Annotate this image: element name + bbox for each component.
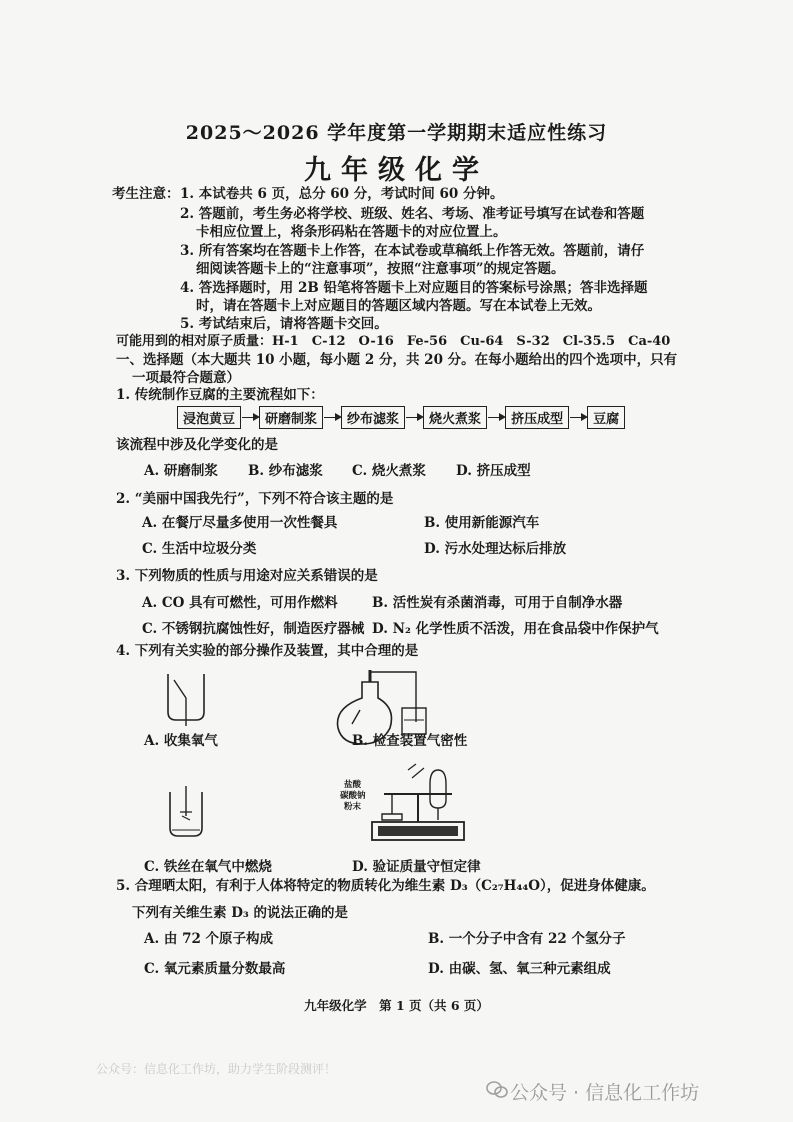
flow-arrow-icon: [488, 417, 504, 418]
fig-label: 粉末: [344, 802, 362, 812]
q5-option-d: D. 由碳、氢、氧三种元素组成: [428, 961, 611, 977]
notice-item: 卡相应位置上，将条形码粘在答题卡的对应位置上。: [196, 224, 507, 240]
wechat-logo-icon: [486, 1080, 508, 1100]
flow-step: 浸泡黄豆: [177, 406, 241, 429]
mass-conservation-figure: [368, 760, 468, 844]
section-heading: 一、选择题（本大题共 10 小题，每小题 2 分，共 20 分。在每小题给出的四个选项中，只有: [116, 352, 678, 368]
q3-option-a: A. CO 具有可燃性，可用作燃料: [142, 595, 338, 611]
q4-option-c: C. 铁丝在氧气中燃烧: [144, 859, 272, 875]
watermark-text: 公众号：信息化工作坊，助力学生阶段测评！: [96, 1062, 337, 1076]
q2-option-c: C. 生活中垃圾分类: [142, 541, 257, 557]
q3-option-c: C. 不锈钢抗腐蚀性好，制造医疗器械: [142, 621, 365, 637]
q1-stem: 1. 传统制作豆腐的主要流程如下：: [116, 387, 324, 403]
q2-option-a: A. 在餐厅尽量多使用一次性餐具: [142, 515, 338, 531]
watermark-account: 公众号 · 信息化工作坊: [510, 1082, 700, 1104]
flow-arrow-icon: [324, 417, 340, 418]
exam-title-year: 2025～2026 学年度第一学期期末适应性练习: [185, 122, 608, 144]
page-number: 九年级化学 第 1 页（共 6 页）: [304, 998, 489, 1013]
q4-option-b: B. 检查装置气密性: [352, 733, 468, 749]
notice-item: 2. 答题前，考生务必将学校、班级、姓名、考场、准考证号填写在试卷和答题: [180, 206, 645, 222]
notice-item: 时，请在答题卡上对应题目的答题区域内答题。写在本试卷上无效。: [196, 298, 601, 314]
q4-option-a: A. 收集氧气: [144, 733, 218, 749]
iron-burning-figure: [160, 782, 220, 842]
exam-title-subject: 九年级化学: [304, 155, 489, 186]
fig-label: 碳酸钠: [340, 791, 366, 801]
notice-item: 1. 本试卷共 6 页，总分 60 分，考试时间 60 分钟。: [180, 186, 504, 202]
section-heading-cont: 一项最符合题意）: [132, 370, 240, 386]
q5-option-b: B. 一个分子中含有 22 个氢分子: [428, 931, 626, 947]
q5-option-a: A. 由 72 个原子构成: [144, 931, 274, 947]
q5-option-c: C. 氧元素质量分数最高: [144, 961, 286, 977]
notice-item: 4. 答选择题时，用 2B 铅笔将答题卡上对应题目的答案标号涂黑；答非选择题: [180, 280, 648, 296]
fig-label: 盐酸: [344, 780, 362, 790]
q1-question: 该流程中涉及化学变化的是: [116, 437, 278, 453]
flow-arrow-icon: [242, 417, 258, 418]
q2-option-b: B. 使用新能源汽车: [424, 515, 540, 531]
q1-option-b: B. 纱布滤浆: [248, 463, 323, 479]
q4-stem: 4. 下列有关实验的部分操作及装置，其中合理的是: [116, 643, 419, 659]
q5-question: 下列有关维生素 D₃ 的说法正确的是: [132, 905, 349, 921]
flow-step: 纱布滤浆: [341, 406, 405, 429]
q1-option-a: A. 研磨制浆: [144, 463, 218, 479]
flow-arrow-icon: [406, 417, 422, 418]
flow-step: 烧火煮浆: [423, 406, 487, 429]
q3-option-b: B. 活性炭有杀菌消毒，可用于自制净水器: [372, 595, 623, 611]
flow-step: 挤压成型: [505, 406, 569, 429]
q5-stem: 5. 合理晒太阳，有利于人体将特定的物质转化为维生素 D₃（C₂₇H₄₄O），促进身体健康。: [116, 878, 655, 894]
flow-arrow-icon: [570, 417, 586, 418]
flow-step: 豆腐: [587, 406, 625, 429]
q4-option-d: D. 验证质量守恒定律: [352, 859, 481, 875]
q1-option-d: D. 挤压成型: [456, 463, 531, 479]
q1-option-c: C. 烧火煮浆: [352, 463, 426, 479]
q2-stem: 2. “美丽中国我先行”，下列不符合该主题的是: [116, 491, 394, 507]
atomic-masses: 可能用到的相对原子质量：H-1 C-12 O-16 Fe-56 Cu-64 S-32 Cl-35.5 Ca-40: [116, 334, 671, 349]
tofu-flow-diagram: [177, 406, 625, 429]
q2-option-d: D. 污水处理达标后排放: [424, 541, 567, 557]
collect-oxygen-figure: [160, 668, 220, 728]
notice-item: 5. 考试结束后，请将答题卡交回。: [180, 316, 388, 332]
notice-item: 3. 所有答案均在答题卡上作答，在本试卷或草稿纸上作答无效。答题前，请仔: [180, 243, 645, 259]
q3-stem: 3. 下列物质的性质与用途对应关系错误的是: [116, 568, 378, 584]
notice-item: 细阅读答题卡上的“注意事项”，按照“注意事项”的规定答题。: [196, 261, 565, 277]
q3-option-d: D. N₂ 化学性质不活泼，用在食品袋中作保护气: [372, 621, 659, 637]
flow-step: 研磨制浆: [259, 406, 323, 429]
notice-label: 考生注意：: [112, 186, 180, 202]
